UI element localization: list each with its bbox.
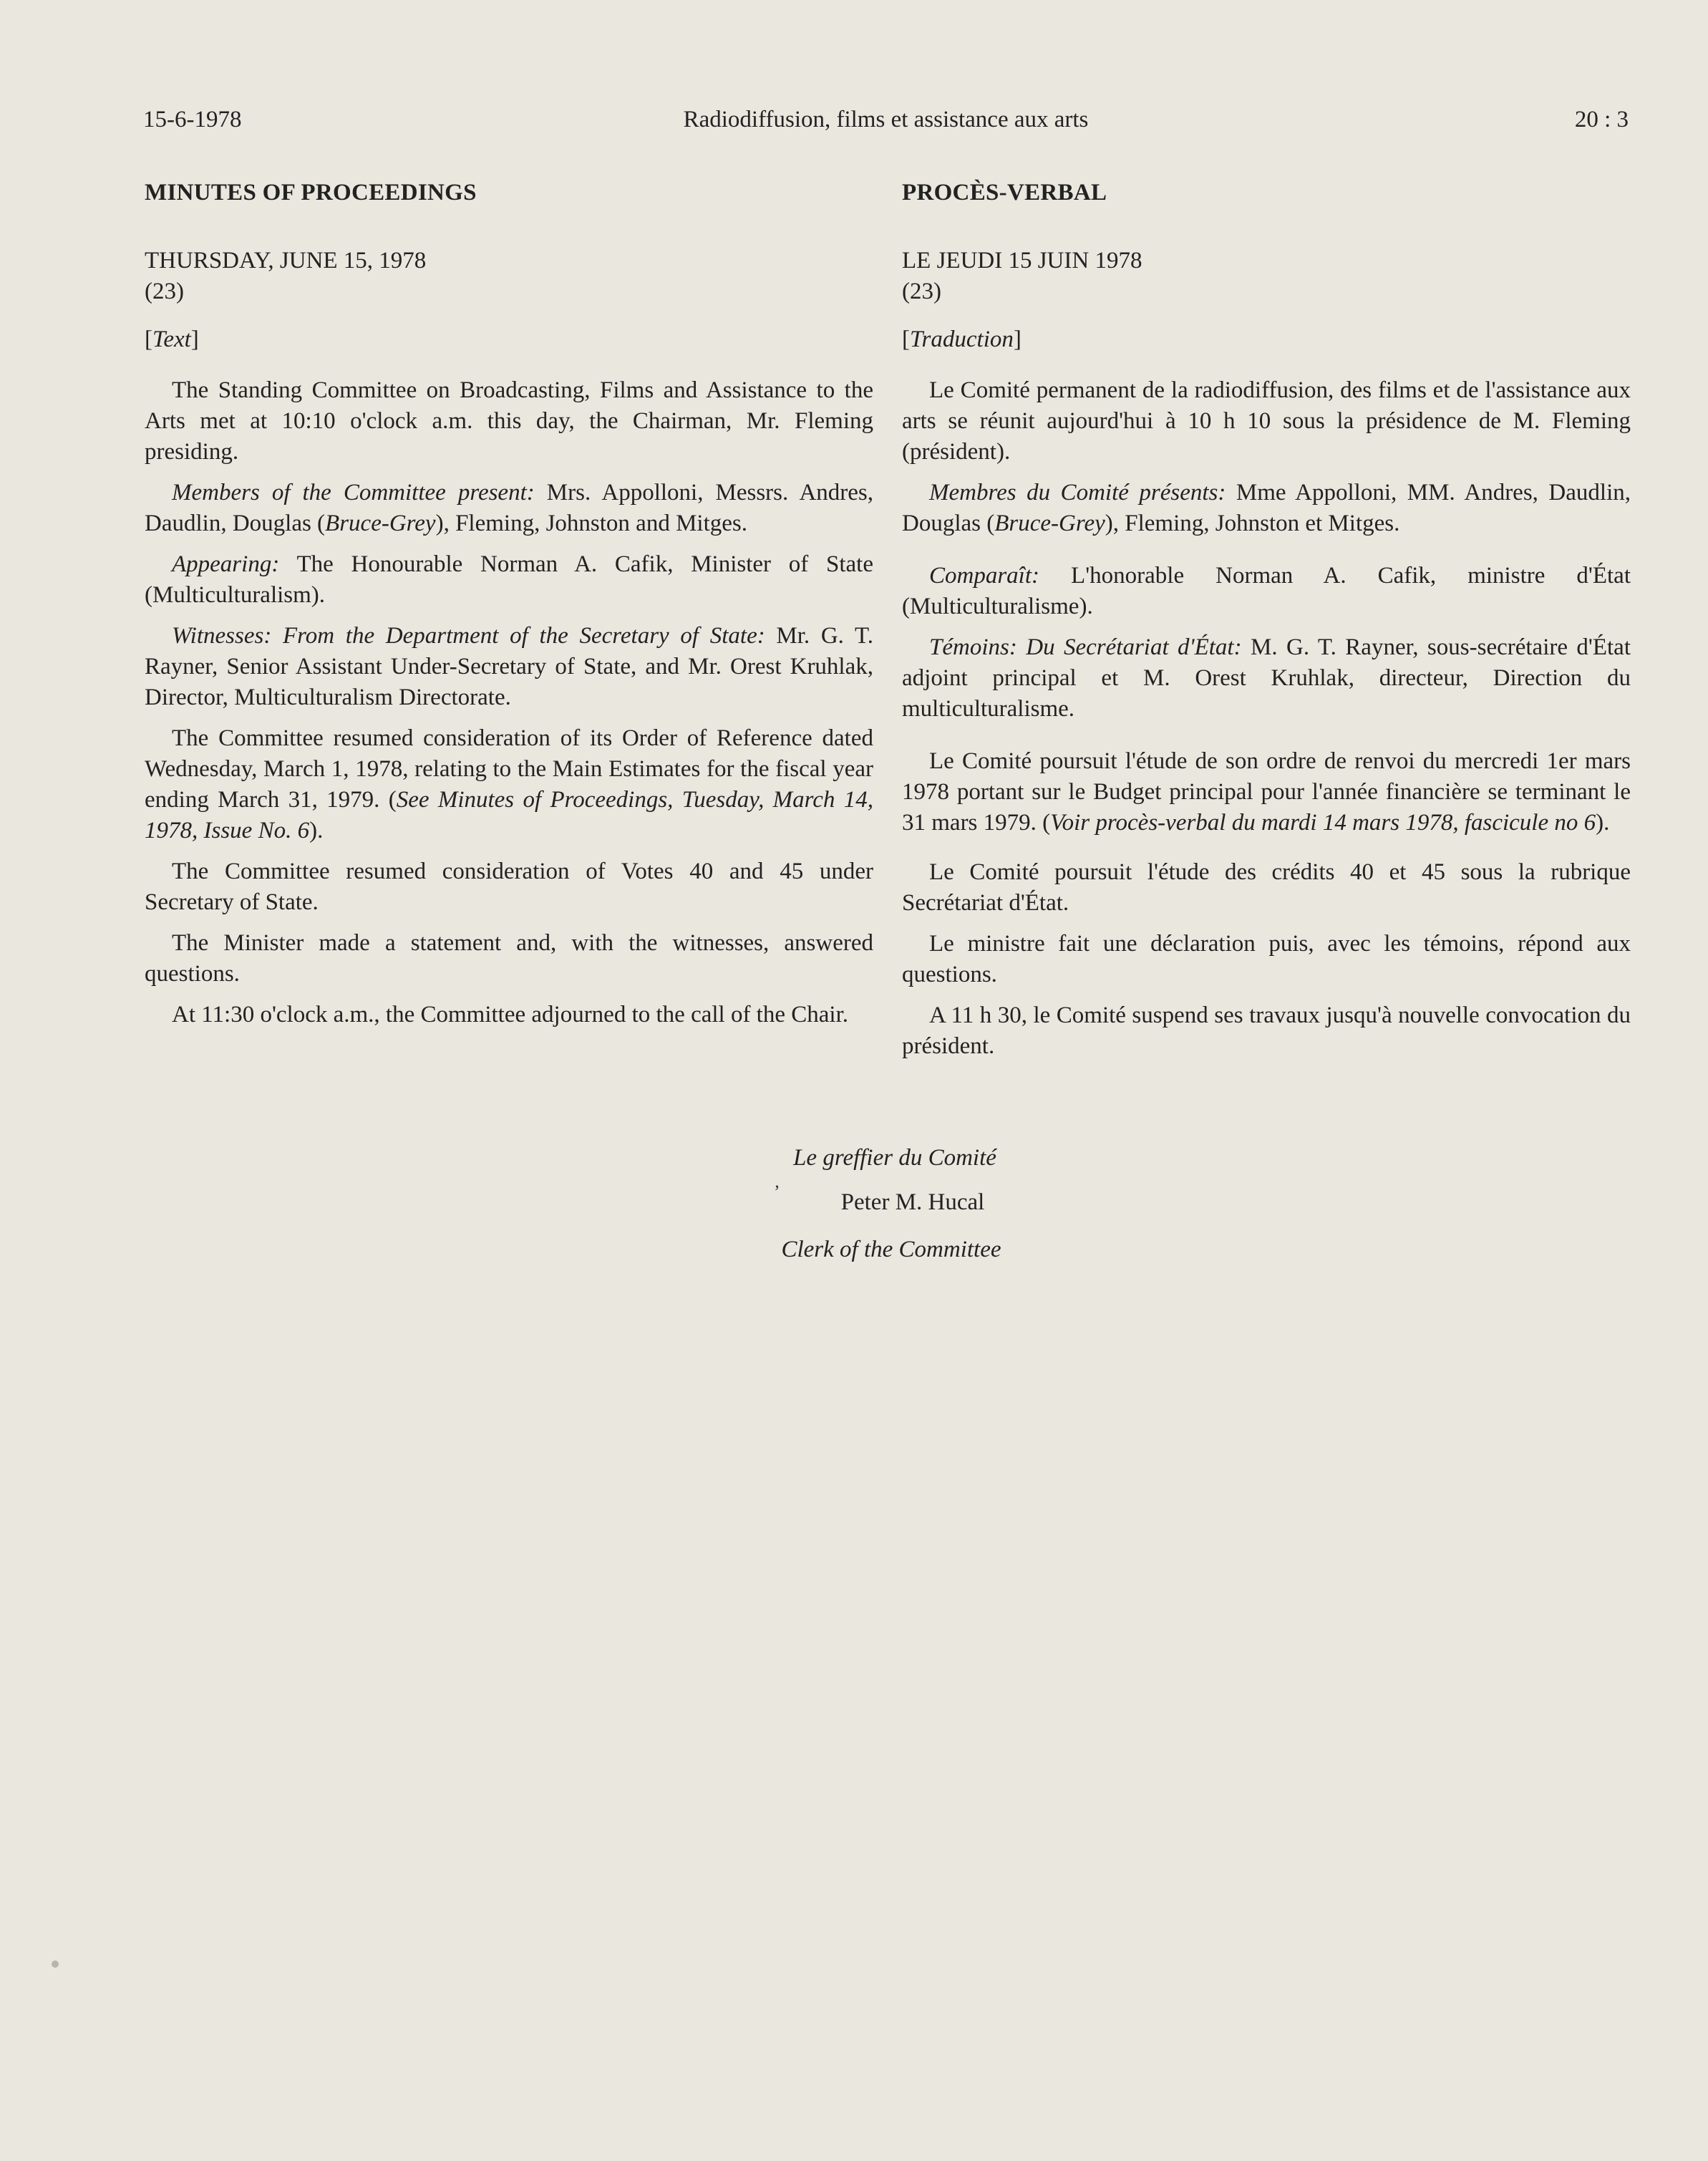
french-column	[902, 178, 1631, 1072]
english-appearing-paragraph	[145, 549, 873, 611]
english-meeting-paragraph: The Standing Committee on Broadcasting, Films and Assistance to the Arts met at 10:10 o'clock a.m. this day, the Chairman, Mr. Fleming presiding.	[145, 377, 873, 465]
french-members-label: Membres du Comité présents:	[929, 480, 1226, 506]
english-resumed-paragraph	[145, 723, 873, 846]
french-resumed-end: ).	[1596, 810, 1610, 836]
french-adjourned-paragraph: A 11 h 30, le Comité suspend ses travaux jusqu'à nouvelle convocation du président.	[902, 1002, 1631, 1059]
header-page-number: 20 : 3	[1574, 107, 1629, 132]
english-resumed-text: The Committee resumed consideration of its Order of Reference dated Wednesday, March 1, 1978, relating to the Main Estimates for the fiscal year ending March 31, 1979. (	[145, 725, 873, 813]
english-members-riding: Bruce-Grey	[325, 511, 436, 536]
french-text-tag: [Traduction]	[902, 327, 1022, 352]
english-tag-label: Text	[152, 327, 191, 352]
english-members-a: Mrs. Appolloni, Messrs. Andres, Daudlin, Douglas (	[145, 480, 874, 536]
bleed-through-texture	[903, 1360, 1619, 2062]
english-witnesses-text: Mr. G. T. Rayner, Senior Assistant Under-Secretary of State, and Mr. Orest Kruhlak, Director, Multiculturalism Directorate.	[145, 623, 873, 710]
apostrophe-mark: ’	[774, 1181, 780, 1202]
english-date: THURSDAY, JUNE 15, 1978	[145, 248, 427, 274]
english-adjourned-paragraph: At 11:30 o'clock a.m., the Committee adjourned to the call of the Chair.	[172, 1002, 848, 1028]
french-statement-paragraph: Le ministre fait une déclaration puis, avec les témoins, répond aux questions.	[902, 931, 1631, 987]
english-witnesses-paragraph	[145, 621, 873, 713]
punch-hole-mark	[52, 1961, 59, 1968]
english-members-paragraph	[145, 478, 873, 539]
french-date: LE JEUDI 15 JUIN 1978	[902, 248, 1142, 274]
english-witnesses-label: Witnesses: From the Department of the Secretary of State:	[172, 623, 765, 649]
french-members-b: ), Fleming, Johnston et Mitges.	[1105, 511, 1400, 536]
french-sitting-number: (23)	[902, 279, 941, 304]
english-text-tag: [Text]	[145, 327, 199, 352]
english-resumed-end: ).	[309, 818, 324, 843]
french-appearing-text: L'honorable Norman A. Cafik, ministre d'État (Multiculturalisme).	[902, 563, 1631, 619]
french-members-riding: Bruce-Grey	[994, 511, 1105, 536]
french-resumed-paragraph	[902, 746, 1631, 838]
french-heading: PROCÈS-VERBAL	[902, 180, 1107, 206]
french-resumed-ref: Voir procès-verbal du mardi 14 mars 1978, fascicule no 6	[1050, 810, 1596, 836]
french-tag-label: Traduction	[910, 327, 1014, 352]
french-appearing-label: Comparaît:	[929, 563, 1040, 589]
english-statement-paragraph: The Minister made a statement and, with the witnesses, answered questions.	[145, 930, 873, 987]
french-witnesses-paragraph	[902, 632, 1631, 725]
header-date: 15-6-1978	[143, 107, 242, 132]
french-members-a: Mme Appolloni, MM. Andres, Daudlin, Douglas (	[902, 480, 1631, 536]
english-appearing-label: Appearing:	[172, 551, 280, 577]
french-votes-paragraph: Le Comité poursuit l'étude des crédits 40 et 45 sous la rubrique Secrétariat d'État.	[902, 859, 1631, 916]
english-members-b: ), Fleming, Johnston and Mitges.	[435, 511, 747, 536]
clerk-title-french: Le greffier du Comité	[793, 1145, 996, 1171]
header-title: Radiodiffusion, films et assistance aux arts	[683, 107, 1089, 132]
french-witnesses-text: M. G. T. Rayner, sous-secrétaire d'État adjoint principal et M. Orest Kruhlak, directeur, Direction du multiculturalisme.	[902, 634, 1631, 722]
french-witnesses-label: Témoins: Du Secrétariat d'État:	[929, 634, 1242, 660]
english-members-label: Members of the Committee present:	[172, 480, 535, 506]
english-resumed-ref: See Minutes of Proceedings, Tuesday, March 14, 1978, Issue No. 6	[145, 787, 873, 843]
french-members-paragraph	[902, 478, 1631, 539]
english-heading: MINUTES OF PROCEEDINGS	[145, 180, 477, 206]
english-votes-paragraph: The Committee resumed consideration of Votes 40 and 45 under Secretary of State.	[145, 859, 873, 915]
english-column	[145, 178, 873, 1040]
clerk-title-english: Clerk of the Committee	[781, 1237, 1001, 1262]
french-appearing-paragraph	[902, 561, 1631, 622]
page-header	[143, 104, 1629, 140]
clerk-name: Peter M. Hucal	[840, 1189, 985, 1215]
french-resumed-text: Le Comité poursuit l'étude de son ordre de renvoi du mercredi 1er mars 1978 portant sur le Budget principal pour l'année financière se terminant le 31 mars 1979. (	[902, 748, 1631, 836]
french-meeting-paragraph: Le Comité permanent de la radiodiffusion, des films et de l'assistance aux arts se réunit aujourd'hui à 10 h 10 sous la présidence de M. Fleming (président).	[902, 377, 1631, 465]
english-sitting-number: (23)	[145, 279, 184, 304]
english-appearing-text: The Honourable Norman A. Cafik, Minister of State (Multiculturalism).	[145, 551, 873, 608]
